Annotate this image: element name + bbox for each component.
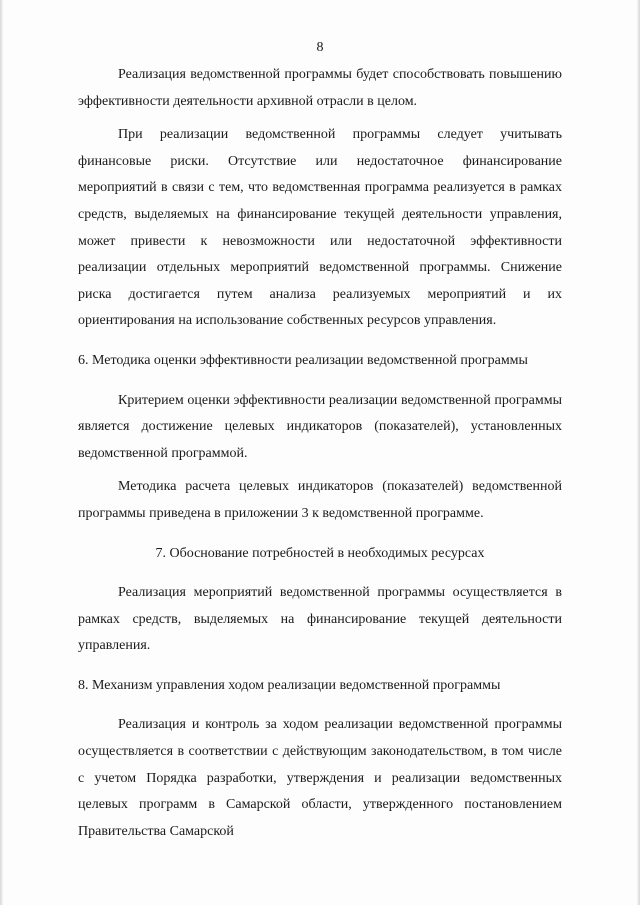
paragraph-program-effect: Реализация ведомственной программы будет способствовать повышению эффективности деятельности архивной отрасли в целом. xyxy=(78,67,562,109)
section-heading-8: 8. Механизм управления ходом реализации ведомственной программы xyxy=(78,677,501,693)
paragraph-financial-risks: При реализации ведомственной программы следует учитывать финансовые риски. Отсутствие или недостаточное финансирование мероприятий в связи с тем, что ведомственная программа реализуется в рамках средств, выделяемых на финансирование текущей деятельности управления, может привести к невозможности или недостаточной эффективности реализации отдельных мероприятий ведомственной программы. Снижение риска достигается путем анализа реализуемых мероприятий и их ориентирования на использование собственных ресурсов управления. xyxy=(78,127,562,329)
paragraph-evaluation-criterion: Критерием оценки эффективности реализации ведомственной программы является достижение целевых индикаторов (показателей), установленных ведомственной программой. xyxy=(78,392,562,461)
document-body xyxy=(78,62,562,845)
scan-edge-left xyxy=(0,0,3,905)
section-heading-6: 6. Методика оценки эффективности реализации ведомственной программы xyxy=(78,352,528,368)
paragraph-calculation-method: Методика расчета целевых индикаторов (показателей) ведомственной программы приведена в приложении 3 к ведомственной программе. xyxy=(78,479,562,521)
section-heading-7: 7. Обоснование потребностей в необходимых ресурсах xyxy=(155,545,485,561)
page-number: 8 xyxy=(316,40,324,55)
paragraph-management-mechanism: Реализация и контроль за ходом реализации ведомственной программы осуществляется в соответствии с действующим законодательством, в том числе с учетом Порядка разработки, утверждения и реализации ведомственных целевых программ в Самарской области, утвержденного постановлением Правительства Самарской xyxy=(78,717,562,839)
paragraph-resources: Реализация мероприятий ведомственной программы осуществляется в рамках средств, выделяемых на финансирование текущей деятельности управления. xyxy=(78,585,562,654)
